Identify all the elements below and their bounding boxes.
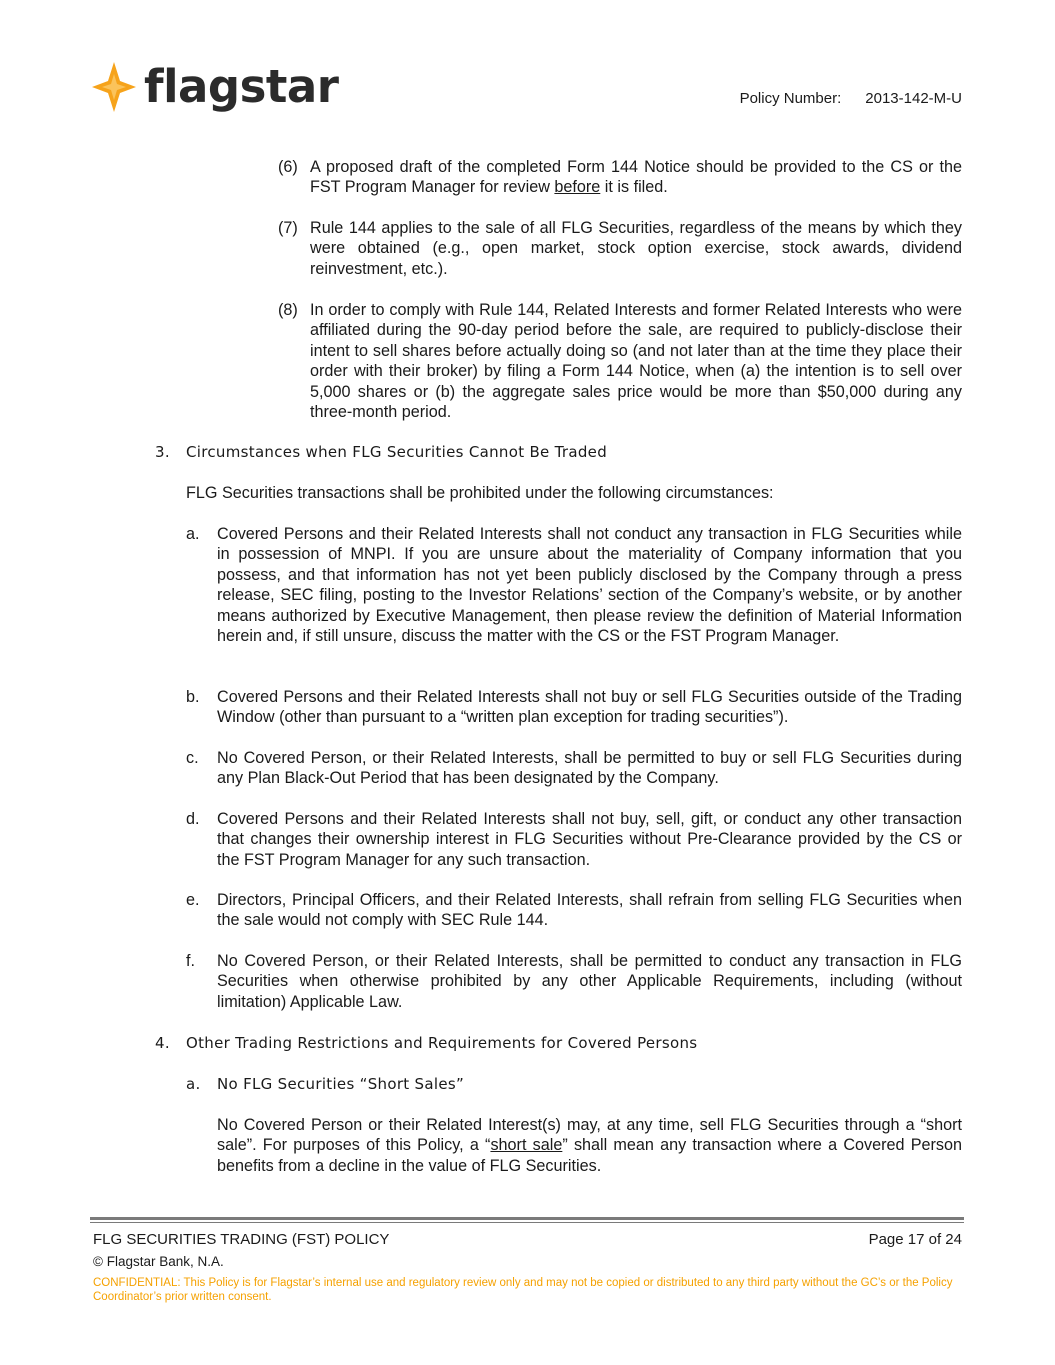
footer-rule-thick: [90, 1217, 964, 1220]
footer-title: FLG SECURITIES TRADING (FST) POLICY: [93, 1231, 390, 1248]
section-3-item-d: [186, 809, 962, 870]
item-letter: b.: [186, 688, 200, 706]
page-number: Page 17 of 24: [868, 1231, 962, 1248]
section-title: Other Trading Restrictions and Requirements for Covered Persons: [186, 1034, 698, 1052]
section-title: Circumstances when FLG Securities Cannot Be Traded: [186, 443, 608, 461]
flagstar-logo: [92, 60, 338, 114]
policy-number-label: Policy Number:: [739, 90, 842, 107]
list-item-6: [278, 157, 962, 198]
item-text: No Covered Person, or their Related Interests, shall be permitted to conduct any transaction in FLG Securities when otherwise prohibited by any other Applicable Requirements, including (without limitation) Applicable Law.: [217, 952, 962, 1011]
item-number: (6): [278, 158, 298, 176]
item-text: Covered Persons and their Related Interests shall not buy, sell, gift, or conduct any other transaction that changes their ownership interest in FLG Securities without Pre-Clearance provided by the CS or the FST Program Manager for any such transaction.: [217, 810, 962, 869]
item-number: (7): [278, 219, 298, 237]
section-3-item-f: [186, 951, 962, 1012]
confidential-notice: CONFIDENTIAL: This Policy is for Flagstar’s internal use and regulatory review only and may not be copied or distributed to any third party without the GC’s or the Policy Coordinator’s prior written consent.: [93, 1277, 953, 1303]
item-text: In order to comply with Rule 144, Related Interests and former Related Interests who were affiliated during the 90-day period before the sale, are required to publicly-disclose their intent to sell shares before actually doing so (and not later than at the time they place their order with their broker) by filing a Form 144 Notice, when (a) the intention is to sell over 5,000 shares or (b) the aggregate sales price would be more than $50,000 during any three-month period.: [310, 301, 962, 422]
section-3-heading: [155, 442, 962, 462]
footer-rule-thin: [90, 1222, 964, 1223]
logo-wordmark: flagstar: [144, 60, 339, 113]
item-letter: c.: [186, 749, 199, 767]
list-item-7: [278, 218, 962, 279]
policy-number: [740, 90, 962, 107]
item-text: No Covered Person, or their Related Interests, shall be permitted to buy or sell FLG Securities during any Plan Black-Out Period that has been designated by the Company.: [217, 749, 962, 788]
flagstar-star-icon: [92, 62, 136, 112]
section-3-intro: FLG Securities transactions shall be prohibited under the following circumstances:: [186, 484, 774, 502]
section-3-item-e: [186, 890, 962, 931]
item-text: Rule 144 applies to the sale of all FLG Securities, regardless of the means by which they were obtained (e.g., open market, stock option exercise, stock awards, dividend reinvestment, etc.).: [310, 219, 962, 278]
item-letter: e.: [186, 891, 200, 909]
short-sale-paragraph: No Covered Person or their Related Interest(s) may, at any time, sell FLG Securities through a “short sale”. For purposes of this Policy, a “short sale” shall mean any transaction where a Covered Person benefits from a decline in the value of FLG Securities.: [217, 1116, 962, 1175]
section-number: 3.: [155, 443, 170, 461]
item-letter: a.: [186, 525, 200, 543]
policy-number-value: 2013-142-M-U: [865, 90, 962, 107]
item-letter: d.: [186, 810, 200, 828]
list-item-8: [278, 300, 962, 422]
section-3-item-c: [186, 748, 962, 789]
section-number: 4.: [155, 1034, 170, 1052]
section-4-heading: [155, 1033, 962, 1053]
underlined-before: before: [554, 178, 601, 197]
item-number: (8): [278, 301, 298, 319]
item-text: Covered Persons and their Related Interests shall not buy or sell FLG Securities outside of the Trading Window (other than pursuant to a “written plan exception for trading securities”).: [217, 688, 962, 727]
item-text: A proposed draft of the completed Form 144 Notice should be provided to the CS or the FST Program Manager for review before it is filed.: [310, 158, 962, 197]
underlined-short-sale: short sale: [490, 1136, 563, 1155]
item-text: Directors, Principal Officers, and their Related Interests, shall refrain from selling FLG Securities when the sale would not comply with SEC Rule 144.: [217, 891, 962, 930]
footer-copyright: © Flagstar Bank, N.A.: [93, 1254, 224, 1269]
item-letter: a.: [186, 1075, 201, 1093]
item-text: Covered Persons and their Related Interests shall not conduct any transaction in FLG Securities while in possession of MNPI. If you are unsure about the materiality of Company information that you possess, and that information has not yet been publicly disclosed by the Company through a press release, SEC filing, posting to the Investor Relations’ section of the Company’s website, or by another means authorized by Executive Management, then please review the definition of Material Information herein and, if still unsure, discuss the matter with the CS or the FST Program Manager.: [217, 525, 962, 646]
section-3-item-b: [186, 687, 962, 728]
item-letter: f.: [186, 952, 195, 970]
section-4-subheading: [186, 1074, 962, 1094]
subsection-title: No FLG Securities “Short Sales”: [217, 1075, 465, 1093]
section-3-item-a: [186, 524, 962, 646]
